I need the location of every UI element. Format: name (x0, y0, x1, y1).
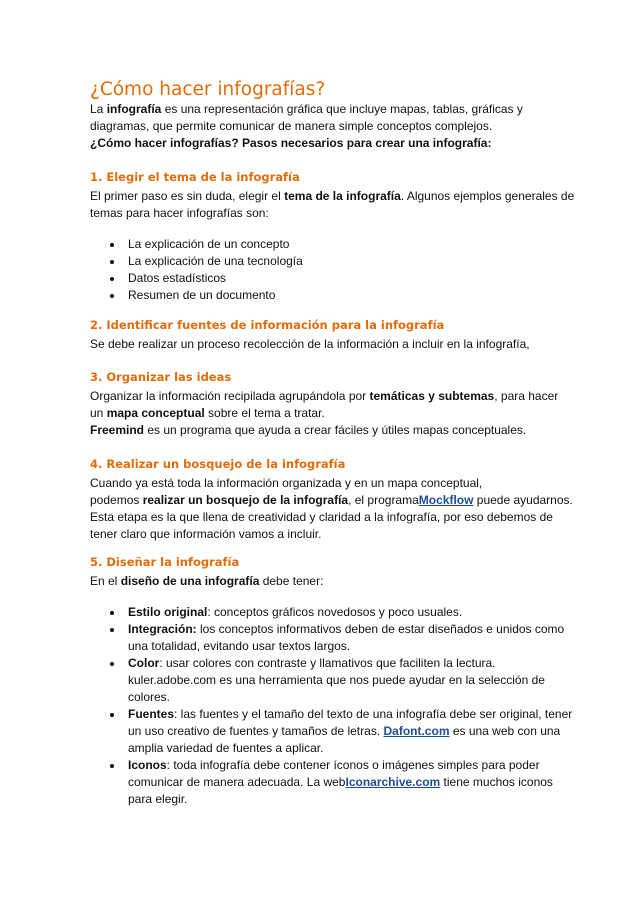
s3-line-2 (90, 405, 325, 422)
page-title: ¿Cómo hacer infografías? (90, 79, 326, 100)
s4-line-1: Cuando ya está toda la información organizada y en un mapa conceptual, (90, 476, 483, 490)
text: comunicar de manera adecuada. La web (128, 775, 346, 789)
text: : las fuentes y el tamaño del texto de una infografía debe ser original, tener (174, 707, 573, 721)
list-item-text: Datos estadísticos (128, 271, 227, 285)
text: tiene muchos iconos (440, 775, 553, 789)
text: los conceptos informativos deben de estar diseñados e unidos como (196, 622, 565, 636)
s3-line-1 (90, 388, 558, 405)
section-3-heading: 3. Organizar las ideas (90, 370, 232, 384)
bullet-icon (110, 294, 114, 298)
list-item (90, 604, 572, 621)
bullet-icon (110, 277, 114, 281)
text: : usar colores con contraste y llamativos que faciliten la lectura. (159, 656, 496, 670)
bullet-icon (110, 243, 114, 247)
text: para elegir. (128, 792, 188, 806)
list-item-text: La explicación de un concepto (128, 237, 290, 251)
list-item (90, 655, 572, 706)
text: es un programa que ayuda a crear fáciles y útiles mapas conceptuales. (144, 423, 527, 437)
bullet-icon (110, 260, 114, 264)
s5-bullet-list (90, 604, 572, 808)
section-2-heading: 2. Identificar fuentes de información para la infografía (90, 318, 445, 332)
list-item (90, 621, 572, 655)
s1-line-1 (90, 188, 574, 205)
text: kuler.adobe.com es una herramienta que nos puede ayudar en la selección de (128, 673, 545, 687)
s5-line-1 (90, 573, 323, 590)
list-item (90, 270, 303, 287)
text: un (90, 406, 107, 420)
list-item (90, 236, 303, 253)
s3-line-3 (90, 422, 526, 439)
text: El primer paso es sin duda, elegir el (90, 189, 285, 203)
dafont-link[interactable]: Dafont.com (383, 724, 450, 738)
list-item (90, 706, 572, 757)
text: Organizar la información recipilada agrupándola por (90, 389, 370, 403)
intro-line-1 (90, 101, 523, 118)
text: puede ayudarnos. (473, 493, 573, 507)
text: podemos (90, 493, 143, 507)
list-item (90, 253, 303, 270)
bold-term: tema de la infografía (284, 189, 401, 203)
bold-term: infografía (106, 102, 162, 116)
bullet-icon (110, 764, 114, 768)
list-item (90, 287, 303, 304)
text: es una representación gráfica que incluye mapas, tablas, gráficas y (161, 102, 523, 116)
text: : conceptos gráficos novedosos y poco usuales. (207, 605, 463, 619)
iconarchive-link[interactable]: Iconarchive.com (345, 775, 441, 789)
text: sobre el tema a tratar. (204, 406, 325, 420)
s4-line-4: tener claro que información vamos a incluir. (90, 527, 322, 541)
bold-term: Color (128, 656, 160, 670)
list-item (90, 757, 572, 808)
s1-line-2: temas para hacer infografías son: (90, 206, 269, 220)
text: : toda infografía debe contener íconos o imágenes simples para poder (166, 758, 540, 772)
s4-line-3: Esta etapa es la que llena de creatividad y claridad a la infografía, por eso debemos de (90, 510, 553, 524)
text: una totalidad, evitando usar textos largos. (128, 639, 351, 653)
text: . Algunos ejemplos generales de (400, 189, 575, 203)
bold-term: Freemind (90, 423, 145, 437)
bold-term: Integración: (128, 622, 197, 636)
text: un uso creativo de fuentes y tamaños de letras. (128, 724, 384, 738)
s4-line-2 (90, 492, 573, 509)
section-5-heading: 5. Diseñar la infografía (90, 555, 240, 569)
text: colores. (128, 690, 171, 704)
bold-term: Iconos (128, 758, 167, 772)
bold-term: temáticas y subtemas (369, 389, 495, 403)
list-item-text: Resumen de un documento (128, 288, 276, 302)
text: debe tener: (259, 574, 324, 588)
bold-term: diseño de una infografía (120, 574, 260, 588)
s1-bullet-list (90, 236, 303, 304)
bullet-icon (110, 713, 114, 717)
bold-term: mapa conceptual (106, 406, 205, 420)
bold-term: realizar un bosquejo de la infografía (142, 493, 349, 507)
section-1-heading: 1. Elegir el tema de la infografía (90, 170, 300, 184)
section-4-heading: 4. Realizar un bosquejo de la infografía (90, 457, 346, 471)
intro-line-2: diagramas, que permite comunicar de manera simple conceptos complejos. (90, 119, 493, 133)
mockflow-link[interactable]: Mockflow (418, 493, 474, 507)
bullet-icon (110, 611, 114, 615)
intro-line-3: ¿Cómo hacer infografías? Pasos necesarios para crear una infografía: (90, 136, 492, 150)
s2-line-1: Se debe realizar un proceso recolección de la información a incluir en la infografía, (90, 337, 530, 351)
text: La (90, 102, 107, 116)
text: es una web con una (449, 724, 561, 738)
text: En el (90, 574, 121, 588)
bold-term: Estilo original (128, 605, 208, 619)
text: , para hacer (494, 389, 559, 403)
bold-term: Fuentes (128, 707, 175, 721)
bullet-icon (110, 628, 114, 632)
text: , el programa (348, 493, 419, 507)
bullet-icon (110, 662, 114, 666)
list-item-text: La explicación de una tecnología (128, 254, 303, 268)
text: amplia variedad de fuentes a aplicar. (128, 741, 324, 755)
